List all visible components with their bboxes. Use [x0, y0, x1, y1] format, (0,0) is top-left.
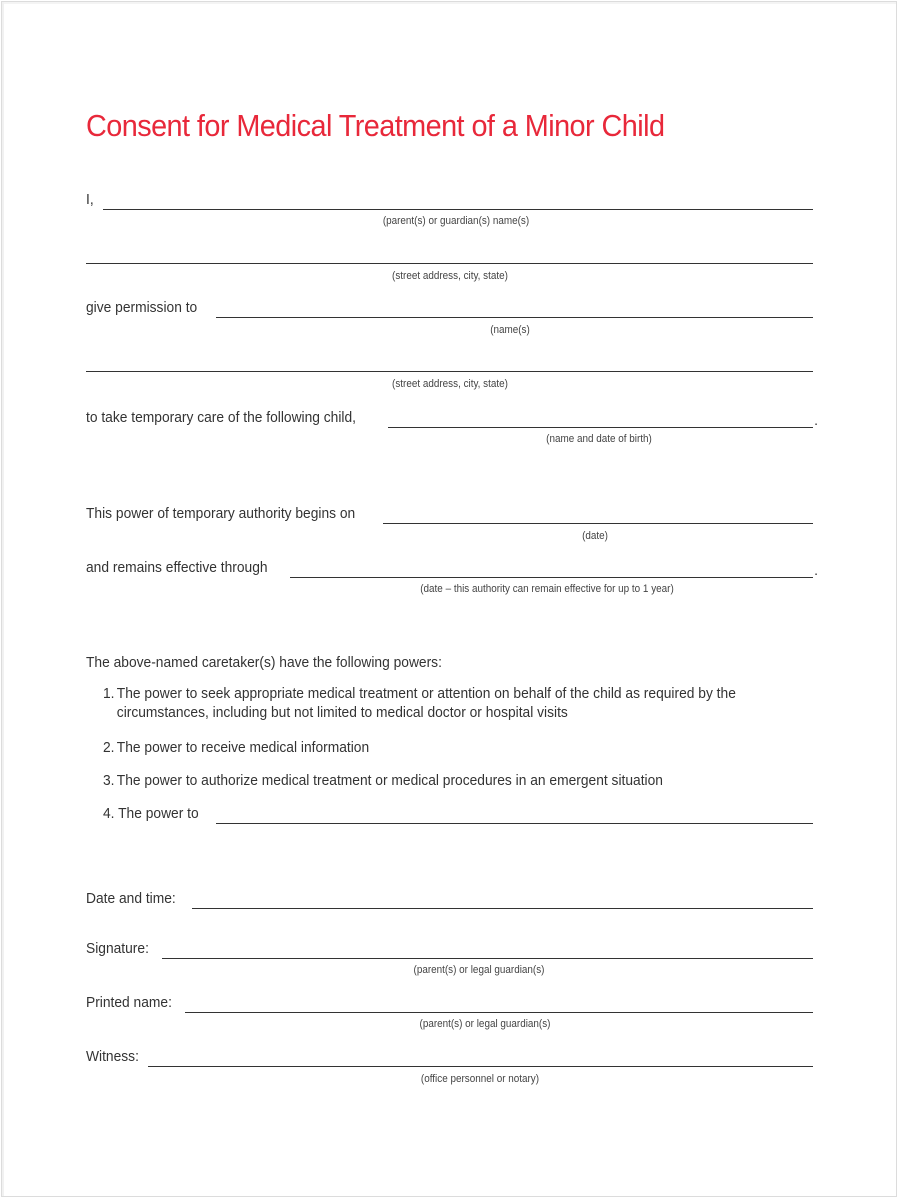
printed-name-label: Printed name: [86, 994, 172, 1011]
effective-through-row [86, 556, 818, 578]
caretaker-name-label: give permission to [86, 299, 198, 316]
guardian-name-hint: (parent(s) or guardian(s) name(s) [382, 215, 530, 227]
effective-through-period: . [814, 562, 818, 578]
date-time-label: Date and time: [86, 890, 176, 907]
guardian-name-row [86, 188, 813, 210]
witness-hint: (office personnel or notary) [420, 1073, 540, 1085]
child-period: . [814, 412, 818, 428]
document-title: Consent for Medical Treatment of a Minor Child [86, 108, 665, 143]
effective-through-field[interactable] [290, 577, 813, 578]
begins-on-row [86, 502, 813, 524]
date-time-row [86, 887, 813, 909]
child-row [86, 406, 818, 428]
caretaker-name-row [86, 296, 813, 318]
powers-intro: The above-named caretaker(s) have the following powers: [86, 654, 442, 671]
witness-row [86, 1045, 813, 1067]
power-text: The power to authorize medical treatment or medical procedures in an emergent situation [116, 772, 663, 789]
signature-row [86, 937, 813, 959]
power-item-4 [103, 802, 813, 824]
printed-name-hint: (parent(s) or legal guardian(s) [419, 1018, 551, 1030]
signature-hint: (parent(s) or legal guardian(s) [413, 964, 545, 976]
power-text: The power to receive medical information [116, 739, 370, 756]
guardian-address-field[interactable] [86, 263, 813, 264]
power-number: 4. [103, 805, 115, 822]
effective-through-hint: (date – this authority can remain effective for up to 1 year) [420, 583, 674, 595]
begins-on-label: This power of temporary authority begins on [86, 505, 356, 522]
power-item-3 [103, 772, 663, 789]
caretaker-name-field[interactable] [216, 317, 813, 318]
power-text-continued: circumstances, including but not limited to medical doctor or hospital visits [116, 704, 568, 721]
child-field[interactable] [388, 427, 813, 428]
caretaker-address-hint: (street address, city, state) [392, 378, 508, 390]
effective-through-label: and remains effective through [86, 559, 268, 576]
child-label: to take temporary care of the following child, [86, 409, 357, 426]
power-number: 2. [103, 739, 115, 756]
caretaker-address-field[interactable] [86, 371, 813, 372]
child-hint: (name and date of birth) [546, 433, 652, 445]
signature-label: Signature: [86, 940, 149, 957]
power-4-field[interactable] [216, 823, 813, 824]
date-time-field[interactable] [192, 908, 813, 909]
guardian-address-hint: (street address, city, state) [392, 270, 508, 282]
caretaker-name-hint: (name(s) [490, 324, 530, 336]
power-item-2 [103, 739, 369, 756]
witness-label: Witness: [86, 1048, 139, 1065]
signature-field[interactable] [162, 958, 813, 959]
power-text: The power to [118, 805, 199, 822]
guardian-address-row [86, 242, 813, 264]
power-number: 3. [103, 772, 115, 789]
begins-on-field[interactable] [383, 523, 813, 524]
witness-field[interactable] [148, 1066, 813, 1067]
power-text: The power to seek appropriate medical treatment or attention on behalf of the child as required by the [116, 685, 736, 702]
guardian-name-label: I, [86, 191, 94, 208]
guardian-name-field[interactable] [103, 209, 813, 210]
printed-name-field[interactable] [185, 1012, 813, 1013]
begins-on-hint: (date) [582, 530, 608, 542]
power-number: 1. [103, 685, 115, 702]
caretaker-address-row [86, 350, 813, 372]
printed-name-row [86, 991, 813, 1013]
power-4-label [103, 805, 199, 822]
power-item-1 [103, 685, 736, 721]
